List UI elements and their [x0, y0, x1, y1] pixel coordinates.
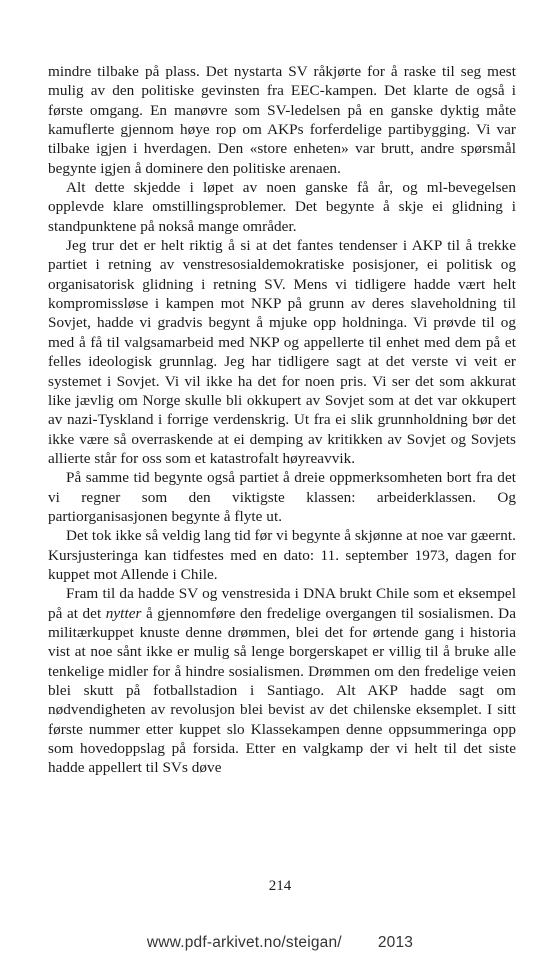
page-body	[48, 62, 516, 778]
footer	[0, 934, 560, 952]
paragraph-4: På samme tid begynte også partiet å dreie oppmerksomheten bort fra det vi regner som den viktigste klassen: arbeiderklassen. Og partiorganisasjonen begynte å flyte ut.	[48, 469, 516, 525]
paragraph-5: Det tok ikke så veldig lang tid før vi begynte å skjønne at noe var gæernt. Kursjusteringa kan tidfestes med en dato: 11. september 1973, dagen for kuppet mot Allende i Chile.	[48, 527, 516, 583]
page-number: 214	[268, 878, 292, 894]
paragraph-3: Jeg trur det er helt riktig å si at det fantes tendenser i AKP til å trekke partiet i retning av venstresosialdemokratiske posisjoner, ei politisk og organisatorisk glidning i retning SV. Mens vi tidligere hadde vært helt kompromissløse i kampen mot NKP på grunn av deres slaveholdning til Sovjet, hadde vi gradvis begynt å mjuke opp holdninga. Vi prøvde til og med å få til valgsamarbeid med NKP og appellerte til enhet med dem på et felles ideologisk grunnlag. Jeg har tidligere sagt at det verste vi veit er systemet i Sovjet. Vi vil ikke ha det for noen pris. Vi ser det som akkurat like jævlig om Norge skulle bli okkupert av Sovjet som at det var okkupert av nazi-Tyskland i forrige verdenskrig. Ut fra ei slik grunnholdning bør det ikke være så overraskende at ei demping av kritikken av Sovjet og Sovjets allierte står for oss som et katastrofalt høyreavvik.	[48, 237, 516, 467]
paragraph-1: mindre tilbake på plass. Det nystarta SV råkjørte for å raske til seg mest mulig av den politiske gevinsten fra EEC-kampen. Det klarte de også i første omgang. En manøvre som SV-ledelsen på en ganske dyktig måte kamuflerte gjennom høye rop om AKPs forferdelige partibygging. Vi var tilbake igjen i hverdagen. Den «store enheten» var brutt, andre spørsmål begynte igjen å dominere den politiske arenaen.	[48, 63, 516, 177]
footer-year: 2013	[377, 934, 414, 951]
footer-url[interactable]: www.pdf-arkivet.no/steigan/	[146, 934, 342, 951]
paragraph-6: Fram til da hadde SV og venstresida i DNA brukt Chile som et eksempel på at det nytter å gjennomføre den fredelige overgangen til sosialismen. Da militærkuppet knuste denne drømmen, blei det for ørtende gang i historia vist at noe sånt ikke er mulig så lenge borgerskapet er villig til å bruke alle tenkelige midler for å hindre sosialismen. Drømmen om den fredelige veien blei skutt på fotballstadion i Santiago. Alt AKP hadde sagt om nødvendigheten av revolusjon blei bevist av det chilenske eksemplet. I sitt første nummer etter kuppet slo Klassekampen denne oppsummeringa opp som hovedoppslag på forsida. Etter en valgkamp der vi helt til det siste hadde appellert til SVs døve	[48, 585, 516, 777]
paragraph-2: Alt dette skjedde i løpet av noen ganske få år, og ml-bevegelsen opplevde klare omstillingsproblemer. Det begynte å skje ei glidning i standpunktene på nokså mange områder.	[48, 179, 516, 235]
emphasis-nytter: nytter	[105, 604, 142, 622]
